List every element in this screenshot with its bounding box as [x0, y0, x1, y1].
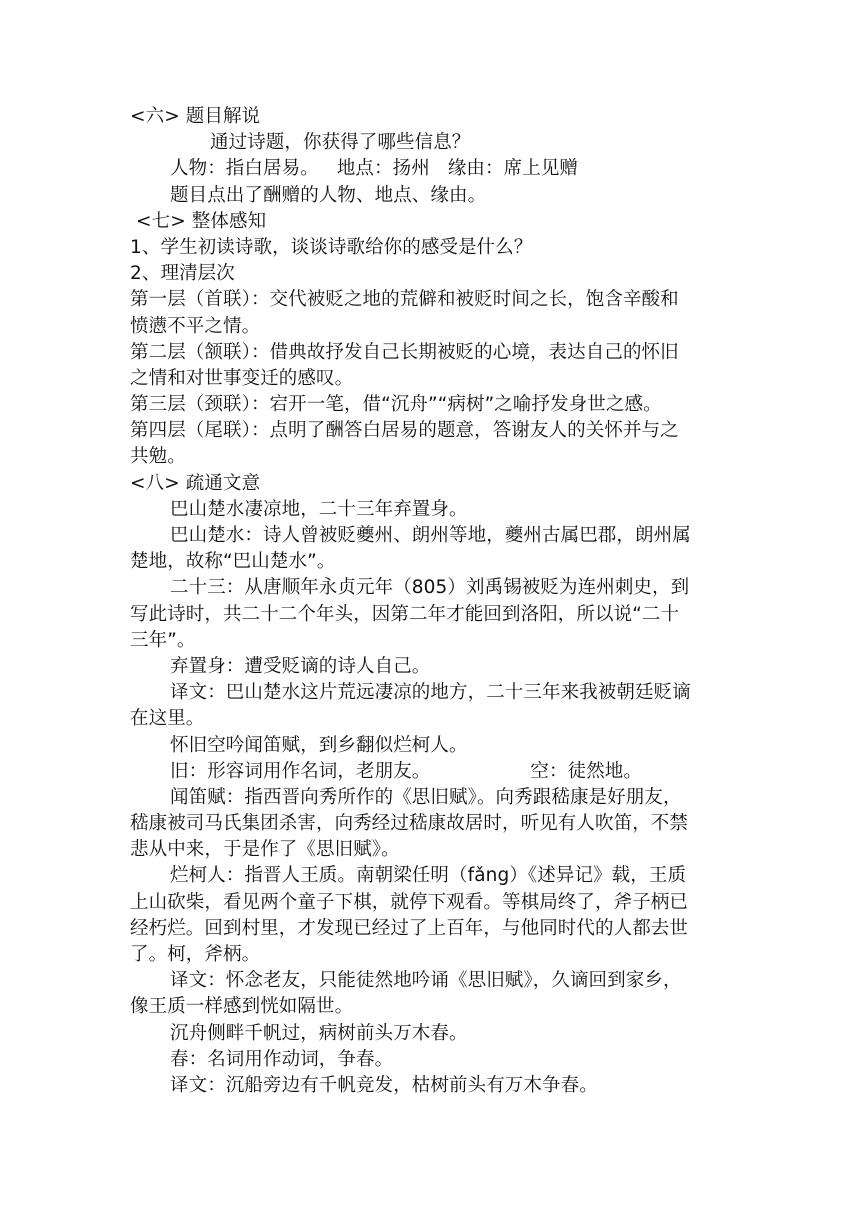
- info-person: 人物：指白居易。: [170, 158, 319, 180]
- paragraph: [130, 156, 730, 182]
- section-heading-8: <八> 疏通文意: [130, 472, 261, 494]
- paragraph: 写此诗时，共二十二个年头，因第二年才能回到洛阳，所以说“二十: [130, 603, 680, 625]
- poem-line: 沉舟侧畔千帆过，病树前头万木春。: [170, 1022, 468, 1044]
- info-reason: 缘由：席上见赠: [447, 158, 579, 180]
- paragraph: 了。柯，斧柄。: [130, 944, 261, 965]
- paragraph: 像王质一样感到恍如隔世。: [130, 996, 354, 1018]
- paragraph: 译文：巴山楚水这片荒远凄凉的地方，二十三年来我被朝廷贬谪: [170, 682, 691, 704]
- paragraph: 译文：沉船旁边有千帆竞发，枯树前头有万木争春。: [170, 1074, 598, 1096]
- paragraph: 闻笛赋：指西晋向秀所作的《思旧赋》。向秀跟嵇康是好朋友，: [170, 786, 682, 808]
- paragraph: 三年”。: [130, 629, 196, 651]
- paragraph: 经朽烂。回到村里，才发现已经过了上百年，与他同时代的人都去世: [130, 917, 689, 939]
- paragraph: [130, 759, 730, 785]
- section-heading-7: <七> 整体感知: [136, 210, 267, 232]
- paragraph: 烂柯人：指晋人王质。南朝梁任明（fǎng）《述异记》载，王质: [170, 865, 687, 887]
- paragraph: 译文：怀念老友，只能徒然地吟诵《思旧赋》，久谪回到家乡，: [170, 970, 682, 992]
- paragraph: 二十三：从唐顺年永贞元年（805）刘禹锡被贬为连州刺史，到: [170, 577, 690, 599]
- paragraph: 巴山楚水：诗人曾被贬夔州、朗州等地，夔州古属巴郡，朗州属: [170, 525, 691, 546]
- poem-line: 巴山楚水凄凉地，二十三年弃置身。: [170, 498, 468, 520]
- paragraph: 第一层（首联）：交代被贬之地的荒僻和被贬时间之长，饱含辛酸和: [130, 289, 679, 311]
- paragraph: 2、理清层次: [130, 263, 235, 285]
- paragraph: 弃置身：遭受贬谪的诗人自己。: [170, 655, 431, 677]
- paragraph: 在这里。: [130, 708, 205, 730]
- note-kong: 空：徒然地。: [530, 760, 643, 782]
- paragraph: 共勉。: [130, 446, 186, 468]
- paragraph: 题目点出了酬赠的人物、地点、缘由。: [170, 184, 487, 206]
- paragraph: 楚地，故称“巴山楚水”。: [130, 551, 336, 573]
- note-jiu: 旧：形容词用作名词，老朋友。: [170, 760, 431, 782]
- section-heading-6: <六> 题目解说: [130, 106, 261, 127]
- paragraph: 之情和对世事变迁的感叹。: [130, 367, 354, 389]
- paragraph: 愤懑不平之情。: [130, 315, 261, 337]
- paragraph: 第三层（颈联）：宕开一笔，借“沉舟”“病树”之喻抒发身世之感。: [130, 394, 662, 416]
- paragraph: 上山砍柴，看见两个童子下棋，就停下观看。等棋局终了，斧子柄已: [130, 891, 689, 913]
- poem-line: 怀旧空吟闻笛赋，到乡翻似烂柯人。: [170, 734, 468, 756]
- paragraph: 1、学生初读诗歌，谈谈诗歌给你的感受是什么？: [130, 236, 533, 258]
- paragraph: 悲从中来，于是作了《思旧赋》。: [130, 839, 400, 861]
- paragraph: 春：名词用作动词，争春。: [170, 1048, 394, 1070]
- paragraph: 通过诗题，你获得了哪些信息？: [210, 132, 471, 154]
- paragraph: 第二层（颔联）：借典故抒发自己长期被贬的心境，表达自己的怀旧: [130, 341, 679, 363]
- paragraph: 嵇康被司马氏集团杀害，向秀经过嵇康故居时，听见有人吹笛，不禁: [130, 813, 689, 835]
- info-place: 地点：扬州: [336, 158, 430, 180]
- paragraph: 第四层（尾联）：点明了酬答白居易的题意，答谢友人的关怀并与之: [130, 420, 679, 442]
- document-body: [130, 104, 730, 1099]
